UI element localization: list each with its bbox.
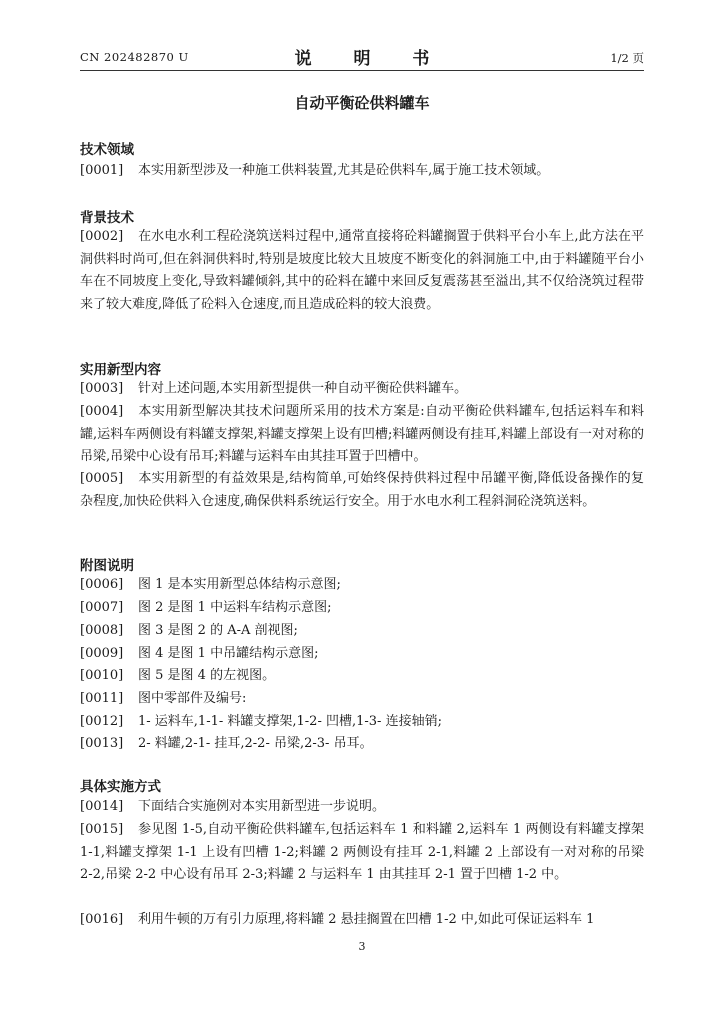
paragraph-number: [0010] [80, 668, 124, 683]
paragraph-text: 1- 运料车,1-1- 料罐支撑架,1-2- 凹槽,1-3- 连接轴销; [138, 714, 442, 729]
page-number: 3 [358, 940, 366, 953]
paragraph [80, 909, 644, 932]
paragraph-number: [0006] [80, 577, 124, 592]
paragraph [80, 620, 644, 643]
paragraph [80, 688, 644, 711]
doc-number: CN 202482870 U [80, 50, 189, 64]
paragraph-number: [0004] [80, 404, 124, 419]
paragraph-text: 图中零部件及编号: [138, 691, 247, 706]
section-heading-embodiment: 具体实施方式 [80, 779, 161, 795]
paragraph [80, 401, 644, 469]
paragraph [80, 711, 644, 734]
paragraph-text: 本实用新型涉及一种施工供料装置,尤其是砼供料车,属于施工技术领域。 [138, 163, 550, 178]
paragraph-text: 本实用新型解决其技术问题所采用的技术方案是:自动平衡砼供料罐车,包括运料车和料罐,运料车两侧设有料罐支撑架,料罐支撑架上设有凹槽;料罐两侧设有挂耳,料罐上部设有一对对称的吊梁,吊梁中心设有吊耳;料罐与运料车由其挂耳置于凹槽中。 [80, 404, 644, 464]
paragraph [80, 733, 644, 756]
section-heading-background: 背景技术 [80, 210, 134, 226]
header-divider [80, 70, 644, 71]
paragraph-text: 图 1 是本实用新型总体结构示意图; [138, 577, 341, 592]
paragraph [80, 574, 644, 597]
paragraph-text: 参见图 1-5,自动平衡砼供料罐车,包括运料车 1 和料罐 2,运料车 1 两侧设有料罐支撑架 1-1,料罐支撑架 1-1 上设有凹槽 1-2;料罐 2 两侧设有挂耳 2-1,料罐 2 上部设有一对对称的吊梁 2-2,吊梁 2-2 中心设有吊耳 2-3;料罐 2 与运料车 1 由其挂耳 2-1 置于凹槽 1-2 中。 [80, 822, 644, 882]
page-info: 1/2 页 [610, 51, 644, 65]
paragraph-number: [0001] [80, 163, 124, 178]
paragraph-number: [0012] [80, 714, 124, 729]
paragraph-text: 利用牛顿的万有引力原理,将料罐 2 悬挂搁置在凹槽 1-2 中,如此可保证运料车 1 [138, 912, 595, 927]
doc-type: 说 明 书 [294, 49, 448, 69]
paragraph-number: [0014] [80, 799, 124, 814]
paragraph-number: [0008] [80, 623, 124, 638]
document-title: 自动平衡砼供料罐车 [294, 94, 430, 112]
paragraph [80, 468, 644, 513]
paragraph-text: 针对上述问题,本实用新型提供一种自动平衡砼供料罐车。 [138, 381, 468, 396]
paragraph-number: [0009] [80, 646, 124, 661]
paragraph-text: 在水电水利工程砼浇筑送料过程中,通常直接将砼料罐搁置于供料平台小车上,此方法在平洞供料时尚可,但在斜洞供料时,特别是坡度比较大且坡度不断变化的斜洞施工中,由于料罐随平台小车在不同坡度上变化,导致料罐倾斜,其中的砼料在罐中来回反复震荡甚至溢出,其不仅给浇筑过程带来了较大难度,降低了砼料入仓速度,而且造成砼料的较大浪费。 [80, 229, 644, 312]
paragraph [80, 226, 644, 316]
paragraph-text: 本实用新型的有益效果是,结构简单,可始终保持供料过程中吊罐平衡,降低设备操作的复杂程度,加快砼供料入仓速度,确保供料系统运行安全。用于水电水利工程斜洞砼浇筑送料。 [80, 471, 644, 509]
paragraph-number: [0003] [80, 381, 124, 396]
paragraph-text: 下面结合实施例对本实用新型进一步说明。 [138, 799, 386, 814]
paragraph-number: [0015] [80, 822, 124, 837]
paragraph [80, 597, 644, 620]
paragraph-text: 图 5 是图 4 的左视图。 [138, 668, 276, 683]
paragraph [80, 160, 644, 183]
paragraph [80, 665, 644, 688]
paragraph-text: 2- 料罐,2-1- 挂耳,2-2- 吊梁,2-3- 吊耳。 [138, 736, 373, 751]
paragraph-number: [0016] [80, 912, 124, 927]
page-header [80, 44, 644, 70]
section-heading-content: 实用新型内容 [80, 362, 161, 378]
paragraph [80, 796, 644, 819]
paragraph-number: [0011] [80, 691, 124, 706]
paragraph-number: [0007] [80, 600, 124, 615]
paragraph-text: 图 2 是图 1 中运料车结构示意图; [138, 600, 332, 615]
paragraph-number: [0005] [80, 471, 124, 486]
paragraph [80, 643, 644, 666]
paragraph-text: 图 4 是图 1 中吊罐结构示意图; [138, 646, 319, 661]
paragraph-number: [0013] [80, 736, 124, 751]
paragraph-text: 图 3 是图 2 的 A-A 剖视图; [138, 623, 298, 638]
section-heading-drawings: 附图说明 [80, 558, 134, 574]
section-heading-tech-field: 技术领域 [80, 142, 134, 158]
paragraph-number: [0002] [80, 229, 124, 244]
paragraph [80, 819, 644, 887]
paragraph [80, 378, 644, 401]
